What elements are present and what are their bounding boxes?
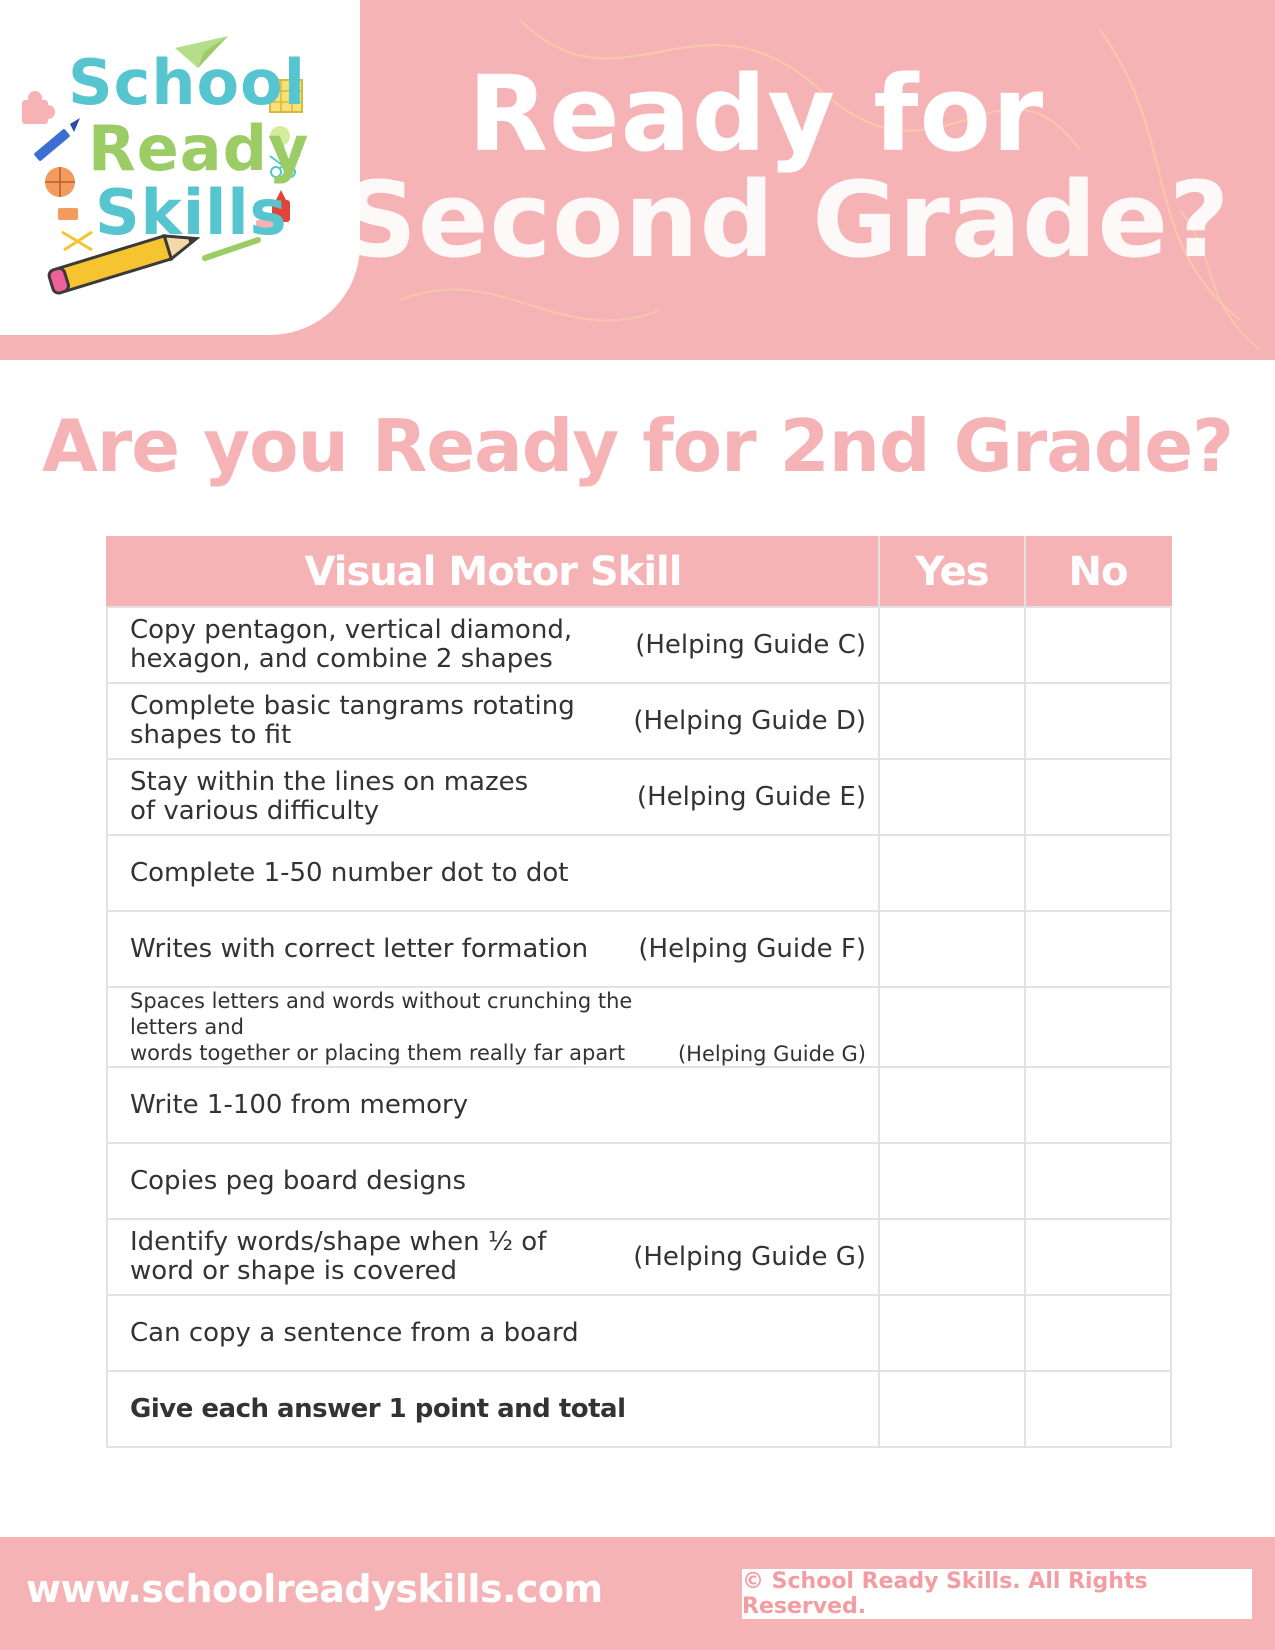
skill-text: Can copy a sentence from a board <box>130 1317 579 1348</box>
yes-checkbox-cell[interactable] <box>879 1295 1025 1371</box>
yes-checkbox-cell[interactable] <box>879 683 1025 759</box>
no-checkbox-cell[interactable] <box>1025 835 1171 911</box>
yes-checkbox-cell[interactable] <box>879 759 1025 835</box>
yes-checkbox-cell[interactable] <box>879 1067 1025 1143</box>
skill-text: Write 1-100 from memory <box>130 1089 469 1120</box>
no-checkbox-cell[interactable] <box>1025 607 1171 683</box>
table-row <box>107 683 1171 759</box>
helping-guide-label: (Helping Guide D) <box>633 706 866 736</box>
helping-guide-label: (Helping Guide E) <box>636 782 866 812</box>
basketball-icon <box>45 167 75 197</box>
skill-text: Complete 1-50 number dot to dot <box>130 857 569 888</box>
yes-checkbox-cell[interactable] <box>879 1219 1025 1295</box>
skill-text: Copy pentagon, vertical diamond, hexagon, and combine 2 shapes <box>130 615 573 674</box>
skill-cell <box>107 911 879 987</box>
table-row <box>107 987 1171 1067</box>
total-instruction-text: Give each answer 1 point and total <box>130 1393 626 1424</box>
header-banner <box>0 0 1275 360</box>
skill-text: Spaces letters and words without crunching the letters and words together or placing them really far apart <box>130 989 633 1065</box>
table-row <box>107 911 1171 987</box>
skill-text: Writes with correct letter formation <box>130 933 589 964</box>
yes-checkbox-cell[interactable] <box>879 911 1025 987</box>
logo-text-ready: Ready <box>88 112 310 185</box>
yes-checkbox-cell[interactable] <box>879 987 1025 1067</box>
skill-text: Copies peg board designs <box>130 1165 467 1196</box>
logo-text-school: School <box>68 46 306 119</box>
table-header-row <box>107 537 1171 607</box>
skill-cell <box>107 1371 879 1447</box>
helping-guide-label: (Helping Guide C) <box>635 630 866 660</box>
skill-cell <box>107 1067 879 1143</box>
skill-cell <box>107 683 879 759</box>
skill-cell <box>107 987 879 1067</box>
skill-text: Complete basic tangrams rotating shapes to fit <box>130 691 575 750</box>
column-header-yes: Yes <box>879 537 1025 607</box>
table-row <box>107 835 1171 911</box>
table-row <box>107 607 1171 683</box>
skill-cell <box>107 1143 879 1219</box>
skill-text: Stay within the lines on mazes of various difficulty <box>130 767 529 826</box>
website-url-link[interactable]: www.schoolreadyskills.com <box>26 1567 603 1611</box>
skill-text: Identify words/shape when ½ of word or shape is covered <box>130 1227 547 1286</box>
no-checkbox-cell[interactable] <box>1025 1295 1171 1371</box>
table-row-total <box>107 1371 1171 1447</box>
column-header-no: No <box>1025 537 1171 607</box>
helping-guide-label: (Helping Guide G) <box>633 1242 866 1272</box>
logo-text-skills: Skills <box>95 176 288 249</box>
footer-banner <box>0 1537 1275 1650</box>
puzzle-piece-icon <box>22 91 55 124</box>
skill-cell <box>107 835 879 911</box>
logo-panel <box>0 0 360 335</box>
table-row <box>107 1219 1171 1295</box>
helping-guide-label: (Helping Guide G) <box>677 1042 866 1066</box>
skill-cell <box>107 1295 879 1371</box>
skill-cell <box>107 759 879 835</box>
table-row <box>107 1143 1171 1219</box>
skill-cell <box>107 607 879 683</box>
header-title-line1: Ready for <box>468 53 1045 175</box>
no-checkbox-cell[interactable] <box>1025 1219 1171 1295</box>
table-row <box>107 1067 1171 1143</box>
table-row <box>107 759 1171 835</box>
column-header-skill: Visual Motor Skill <box>107 537 879 607</box>
no-checkbox-cell[interactable] <box>1025 759 1171 835</box>
skill-cell <box>107 1219 879 1295</box>
crayon-icon <box>33 118 80 162</box>
yes-checkbox-cell[interactable] <box>879 835 1025 911</box>
yes-total-cell[interactable] <box>879 1371 1025 1447</box>
table-row <box>107 1295 1171 1371</box>
header-title-line2: Second Grade? <box>342 159 1231 281</box>
no-checkbox-cell[interactable] <box>1025 1143 1171 1219</box>
yellow-scissors-icon <box>62 232 92 250</box>
no-checkbox-cell[interactable] <box>1025 1067 1171 1143</box>
skills-checklist-table <box>106 536 1172 1448</box>
yes-checkbox-cell[interactable] <box>879 1143 1025 1219</box>
yes-checkbox-cell[interactable] <box>879 607 1025 683</box>
no-total-cell[interactable] <box>1025 1371 1171 1447</box>
copyright-notice: © School Ready Skills. All Rights Reserved. <box>742 1569 1252 1619</box>
no-checkbox-cell[interactable] <box>1025 683 1171 759</box>
no-checkbox-cell[interactable] <box>1025 911 1171 987</box>
page-heading: Are you Ready for 2nd Grade? <box>42 404 1233 488</box>
no-checkbox-cell[interactable] <box>1025 987 1171 1067</box>
helping-guide-label: (Helping Guide F) <box>638 934 866 964</box>
